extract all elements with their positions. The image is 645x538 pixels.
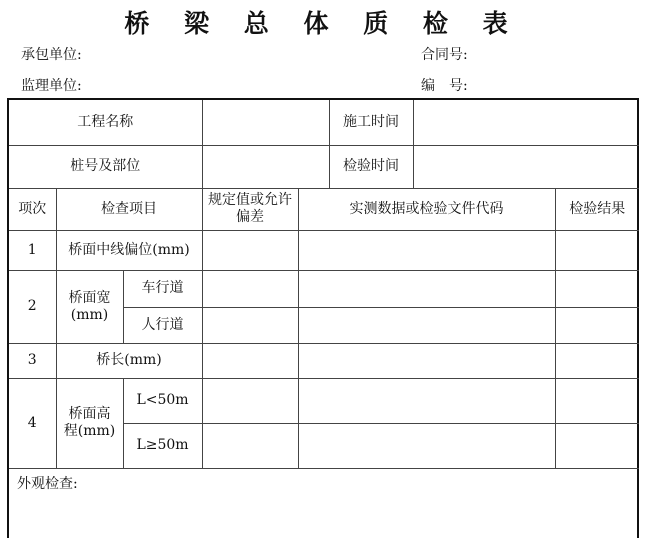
row-1-no: 1 [9,230,56,270]
row-2a-measured [298,270,555,307]
table-row [9,145,639,188]
row-1-item: 桥面中线偏位(mm) [56,230,202,270]
inspection-time-label: 检验时间 [329,145,413,188]
row-3-measured [298,343,555,378]
construction-time-value [413,100,639,145]
header-result: 检验结果 [555,188,639,230]
row-4-sub-2: L≥50m [123,423,202,468]
row-1-measured [298,230,555,270]
row-3-item: 桥长(mm) [56,343,202,378]
row-3-result [555,343,639,378]
station-label: 桩号及部位 [9,145,202,188]
row-4-sub-1: L<50m [123,378,202,423]
row-2b-result [555,307,639,343]
construction-time-label: 施工时间 [329,100,413,145]
project-name-label: 工程名称 [9,100,202,145]
table-header-row [9,188,639,230]
row-2b-tolerance [202,307,298,343]
header-tolerance: 规定值或允许偏差 [202,188,298,230]
contract-no-label: 合同号: [421,47,468,63]
row-4b-result [555,423,639,468]
table-row [9,100,639,145]
inspection-time-value [413,145,639,188]
contractor-label: 承包单位: [21,47,82,63]
inspection-form-frame [7,98,639,538]
row-4-item: 桥面高程(mm) [56,378,123,468]
row-2-no: 2 [9,270,56,343]
row-4-no: 4 [9,378,56,468]
table-row [9,378,639,423]
row-4b-tolerance [202,423,298,468]
row-4a-measured [298,378,555,423]
row-2a-tolerance [202,270,298,307]
table-row [9,270,639,307]
appearance-check-label: 外观检查: [17,476,78,492]
row-4b-measured [298,423,555,468]
row-2-item: 桥面宽(mm) [56,270,123,343]
station-value [202,145,329,188]
table-row [9,230,639,270]
form-title: 桥 梁 总 体 质 检 表 [124,9,521,38]
header-check-item: 检查项目 [56,188,202,230]
row-4a-tolerance [202,378,298,423]
supervisor-label: 监理单位: [21,78,82,94]
header-measured: 实测数据或检验文件代码 [298,188,555,230]
project-name-value [202,100,329,145]
row-2b-measured [298,307,555,343]
row-1-tolerance [202,230,298,270]
inspection-table [9,100,639,469]
row-1-result [555,230,639,270]
row-3-no: 3 [9,343,56,378]
row-3-tolerance [202,343,298,378]
row-2-sub-1: 车行道 [123,270,202,307]
header-item-no: 项次 [9,188,56,230]
row-2a-result [555,270,639,307]
table-row [9,343,639,378]
row-4a-result [555,378,639,423]
row-2-sub-2: 人行道 [123,307,202,343]
serial-no-label: 编 号: [421,78,468,94]
